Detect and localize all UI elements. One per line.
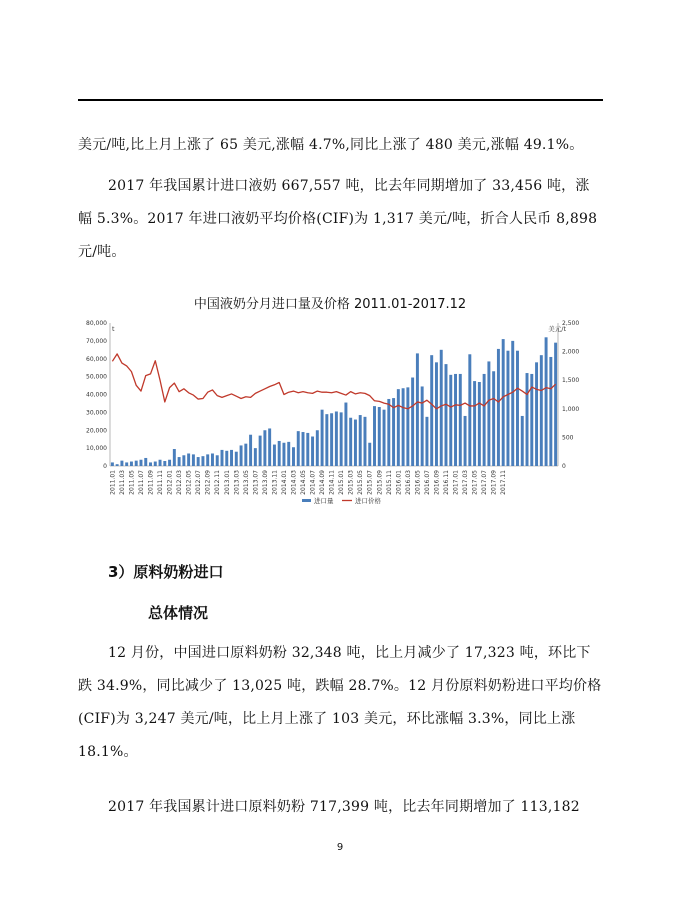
chart-title: 中国液奶分月进口量及价格 2011.01-2017.12 bbox=[193, 297, 467, 312]
right-tick-label: 1,000 bbox=[562, 405, 580, 413]
x-tick-label: 2015.01 bbox=[338, 470, 346, 495]
volume-bar bbox=[430, 355, 433, 466]
volume-bar bbox=[521, 416, 524, 466]
volume-bar bbox=[473, 381, 476, 466]
x-tick-label: 2013.11 bbox=[271, 470, 279, 495]
x-tick-label: 2011.03 bbox=[118, 470, 126, 495]
x-tick-label: 2017.11 bbox=[500, 470, 508, 495]
x-tick-label: 2014.05 bbox=[300, 470, 308, 495]
right-tick-label: 2,500 bbox=[562, 320, 580, 327]
volume-bar bbox=[445, 364, 448, 466]
volume-bar bbox=[178, 457, 181, 466]
volume-bar bbox=[354, 420, 357, 466]
left-tick-label: 30,000 bbox=[86, 409, 107, 417]
x-tick-label: 2013.07 bbox=[252, 470, 260, 495]
volume-bar bbox=[383, 410, 386, 466]
legend-label-price: 进口价格 bbox=[355, 497, 381, 505]
volume-bar bbox=[120, 461, 123, 466]
volume-bar bbox=[116, 464, 119, 466]
volume-bar bbox=[535, 362, 538, 466]
volume-bar bbox=[325, 414, 328, 466]
volume-bar bbox=[478, 382, 481, 466]
volume-bar bbox=[163, 461, 166, 466]
volume-bar bbox=[130, 462, 133, 466]
right-axis-unit: 美元/t bbox=[548, 325, 566, 333]
volume-bar bbox=[254, 448, 257, 466]
x-tick-label: 2014.11 bbox=[328, 470, 336, 495]
volume-bar bbox=[182, 455, 185, 466]
x-tick-label: 2016.11 bbox=[443, 470, 450, 495]
x-tick-label: 2012.11 bbox=[214, 470, 222, 495]
x-tick-label: 2015.09 bbox=[376, 470, 384, 495]
volume-bar bbox=[468, 354, 471, 466]
volume-bar bbox=[545, 337, 548, 466]
x-tick-label: 2016.09 bbox=[433, 470, 441, 495]
volume-bar bbox=[168, 460, 171, 466]
left-tick-label: 0 bbox=[103, 463, 107, 470]
x-tick-label: 2015.11 bbox=[385, 470, 393, 495]
volume-bar bbox=[440, 350, 443, 466]
chart-legend bbox=[302, 496, 382, 505]
volume-bar bbox=[364, 417, 367, 466]
volume-bar bbox=[311, 437, 314, 466]
volume-bar bbox=[159, 460, 162, 466]
volume-bar bbox=[135, 461, 138, 466]
volume-bar bbox=[249, 435, 252, 466]
x-tick-label: 2017.05 bbox=[471, 470, 479, 495]
volume-bar bbox=[206, 454, 209, 466]
right-tick-label: 0 bbox=[562, 463, 566, 470]
volume-bar bbox=[359, 415, 362, 466]
right-tick-label: 500 bbox=[562, 434, 574, 442]
volume-bar bbox=[421, 386, 424, 466]
volume-bar bbox=[340, 412, 343, 466]
liquid-milk-import-chart bbox=[80, 292, 580, 512]
volume-bar bbox=[221, 450, 224, 466]
paragraph-2: 2017 年我国累计进口液奶 667,557 吨，比去年同期增加了 33,456 吨，涨幅 5.3%。2017 年进口液奶平均价格(CIF)为 1,317 美元/吨，折合人民币 8,898 元/吨。 bbox=[78, 178, 598, 260]
volume-bar bbox=[201, 456, 204, 466]
volume-bar bbox=[316, 430, 319, 466]
left-tick-label: 40,000 bbox=[86, 391, 107, 399]
right-tick-label: 1,500 bbox=[562, 377, 580, 385]
x-tick-label: 2014.07 bbox=[309, 470, 317, 495]
x-tick-label: 2017.01 bbox=[452, 470, 460, 495]
volume-bar bbox=[125, 462, 128, 466]
x-tick-label: 2012.09 bbox=[204, 470, 212, 495]
volume-bar bbox=[154, 462, 157, 466]
volume-bar bbox=[111, 462, 114, 466]
x-tick-label: 2013.05 bbox=[242, 470, 250, 495]
x-tick-label: 2011.05 bbox=[128, 470, 136, 495]
volume-bar bbox=[197, 457, 200, 466]
volume-bar bbox=[192, 454, 195, 466]
volume-bar bbox=[287, 442, 290, 466]
volume-bar bbox=[464, 416, 467, 466]
x-tick-label: 2013.01 bbox=[223, 470, 231, 495]
volume-bar bbox=[335, 411, 338, 466]
legend-label-volume: 进口量 bbox=[314, 497, 334, 505]
x-tick-label: 2015.07 bbox=[366, 470, 374, 495]
volume-bar bbox=[397, 389, 400, 466]
volume-bar bbox=[259, 436, 262, 466]
x-tick-label: 2015.05 bbox=[357, 470, 365, 495]
volume-bar bbox=[497, 349, 500, 466]
left-tick-label: 20,000 bbox=[86, 427, 107, 435]
volume-bar bbox=[435, 362, 438, 466]
volume-bar bbox=[516, 351, 519, 466]
volume-bar bbox=[349, 418, 352, 466]
volume-bar bbox=[554, 343, 557, 466]
x-tick-label: 2016.05 bbox=[414, 470, 422, 495]
volume-bar bbox=[187, 453, 190, 466]
x-axis-labels bbox=[109, 470, 507, 495]
volume-bar bbox=[506, 351, 509, 466]
left-tick-label: 10,000 bbox=[86, 445, 107, 453]
volume-bar bbox=[292, 447, 295, 466]
x-tick-label: 2012.01 bbox=[166, 470, 174, 495]
x-tick-label: 2013.09 bbox=[261, 470, 269, 495]
volume-bar bbox=[235, 452, 238, 466]
right-tick-label: 2,000 bbox=[562, 348, 580, 356]
volume-bar bbox=[321, 410, 324, 466]
volume-bar bbox=[216, 455, 219, 466]
volume-bar bbox=[454, 374, 457, 466]
x-tick-label: 2011.11 bbox=[157, 470, 165, 495]
volume-bar bbox=[273, 445, 276, 466]
header-rule bbox=[78, 99, 603, 101]
x-tick-label: 2011.09 bbox=[147, 470, 155, 495]
x-tick-label: 2012.07 bbox=[195, 470, 203, 495]
volume-bar bbox=[225, 451, 228, 466]
volume-bar bbox=[549, 357, 552, 466]
section-heading: 3）原料奶粉进口 bbox=[108, 563, 224, 581]
volume-bar bbox=[344, 403, 347, 466]
volume-bar bbox=[487, 361, 490, 466]
volume-bar bbox=[230, 450, 233, 466]
right-axis bbox=[558, 320, 579, 470]
left-tick-label: 80,000 bbox=[86, 320, 107, 327]
x-tick-label: 2011.01 bbox=[109, 470, 117, 495]
import-volume-bars bbox=[111, 337, 557, 466]
volume-bar bbox=[511, 341, 514, 466]
volume-bar bbox=[263, 430, 266, 466]
volume-bar bbox=[526, 373, 529, 466]
volume-bar bbox=[302, 432, 305, 466]
paragraph-1: 美元/吨,比上月上涨了 65 美元,涨幅 4.7%,同比上涨了 480 美元,涨幅 49.1%。 bbox=[78, 137, 584, 153]
x-tick-label: 2015.03 bbox=[347, 470, 355, 495]
volume-bar bbox=[425, 417, 428, 466]
paragraph-3: 12 月份，中国进口原料奶粉 32,348 吨，比上月减少了 17,323 吨，环比下跌 34.9%，同比减少了 13,025 吨，跌幅 28.7%。12 月份原料奶粉进口平均价格(CIF)为 3,247 美元/吨，比上月上涨了 103 美元，环比涨幅 3.3%，同比上涨 18.1%。 bbox=[78, 645, 602, 760]
x-tick-label: 2012.03 bbox=[176, 470, 184, 495]
volume-bar bbox=[483, 374, 486, 466]
volume-bar bbox=[406, 387, 409, 466]
volume-bar bbox=[140, 460, 143, 466]
volume-bar bbox=[368, 443, 371, 466]
x-tick-label: 2016.01 bbox=[395, 470, 403, 495]
x-tick-label: 2017.09 bbox=[490, 470, 498, 495]
volume-bar bbox=[540, 355, 543, 466]
volume-bar bbox=[330, 413, 333, 466]
volume-bar bbox=[211, 453, 214, 466]
x-tick-label: 2014.03 bbox=[290, 470, 298, 495]
left-axis-unit: t bbox=[112, 325, 115, 333]
x-tick-label: 2017.03 bbox=[462, 470, 470, 495]
volume-bar bbox=[402, 388, 405, 466]
volume-bar bbox=[378, 407, 381, 466]
volume-bar bbox=[149, 462, 152, 466]
volume-bar bbox=[240, 445, 243, 466]
subsection-heading: 总体情况 bbox=[148, 604, 209, 622]
legend-swatch-volume bbox=[302, 499, 311, 502]
volume-bar bbox=[278, 441, 281, 466]
x-tick-label: 2016.07 bbox=[423, 470, 431, 495]
x-tick-label: 2014.01 bbox=[280, 470, 288, 495]
x-tick-label: 2013.03 bbox=[233, 470, 241, 495]
volume-bar bbox=[411, 378, 414, 466]
volume-bar bbox=[492, 371, 495, 466]
paragraph-4: 2017 年我国累计进口原料奶粉 717,399 吨，比去年同期增加了 113,182 bbox=[108, 799, 580, 815]
volume-bar bbox=[144, 458, 147, 466]
left-tick-label: 50,000 bbox=[86, 373, 107, 381]
x-tick-label: 2017.07 bbox=[481, 470, 489, 495]
volume-bar bbox=[502, 339, 505, 466]
x-tick-label: 2014.09 bbox=[319, 470, 327, 495]
volume-bar bbox=[459, 374, 462, 466]
volume-bar bbox=[244, 444, 247, 466]
volume-bar bbox=[268, 428, 271, 466]
x-tick-label: 2016.03 bbox=[404, 470, 412, 495]
left-tick-label: 60,000 bbox=[86, 355, 107, 363]
volume-bar bbox=[449, 375, 452, 466]
left-tick-label: 70,000 bbox=[86, 337, 107, 345]
volume-bar bbox=[173, 449, 176, 466]
page-number: 9 bbox=[336, 842, 344, 853]
x-tick-label: 2011.07 bbox=[137, 470, 145, 495]
x-tick-label: 2012.05 bbox=[185, 470, 193, 495]
volume-bar bbox=[387, 399, 390, 466]
volume-bar bbox=[282, 443, 285, 466]
volume-bar bbox=[297, 431, 300, 466]
volume-bar bbox=[416, 353, 419, 466]
volume-bar bbox=[306, 433, 309, 466]
volume-bar bbox=[373, 406, 376, 466]
